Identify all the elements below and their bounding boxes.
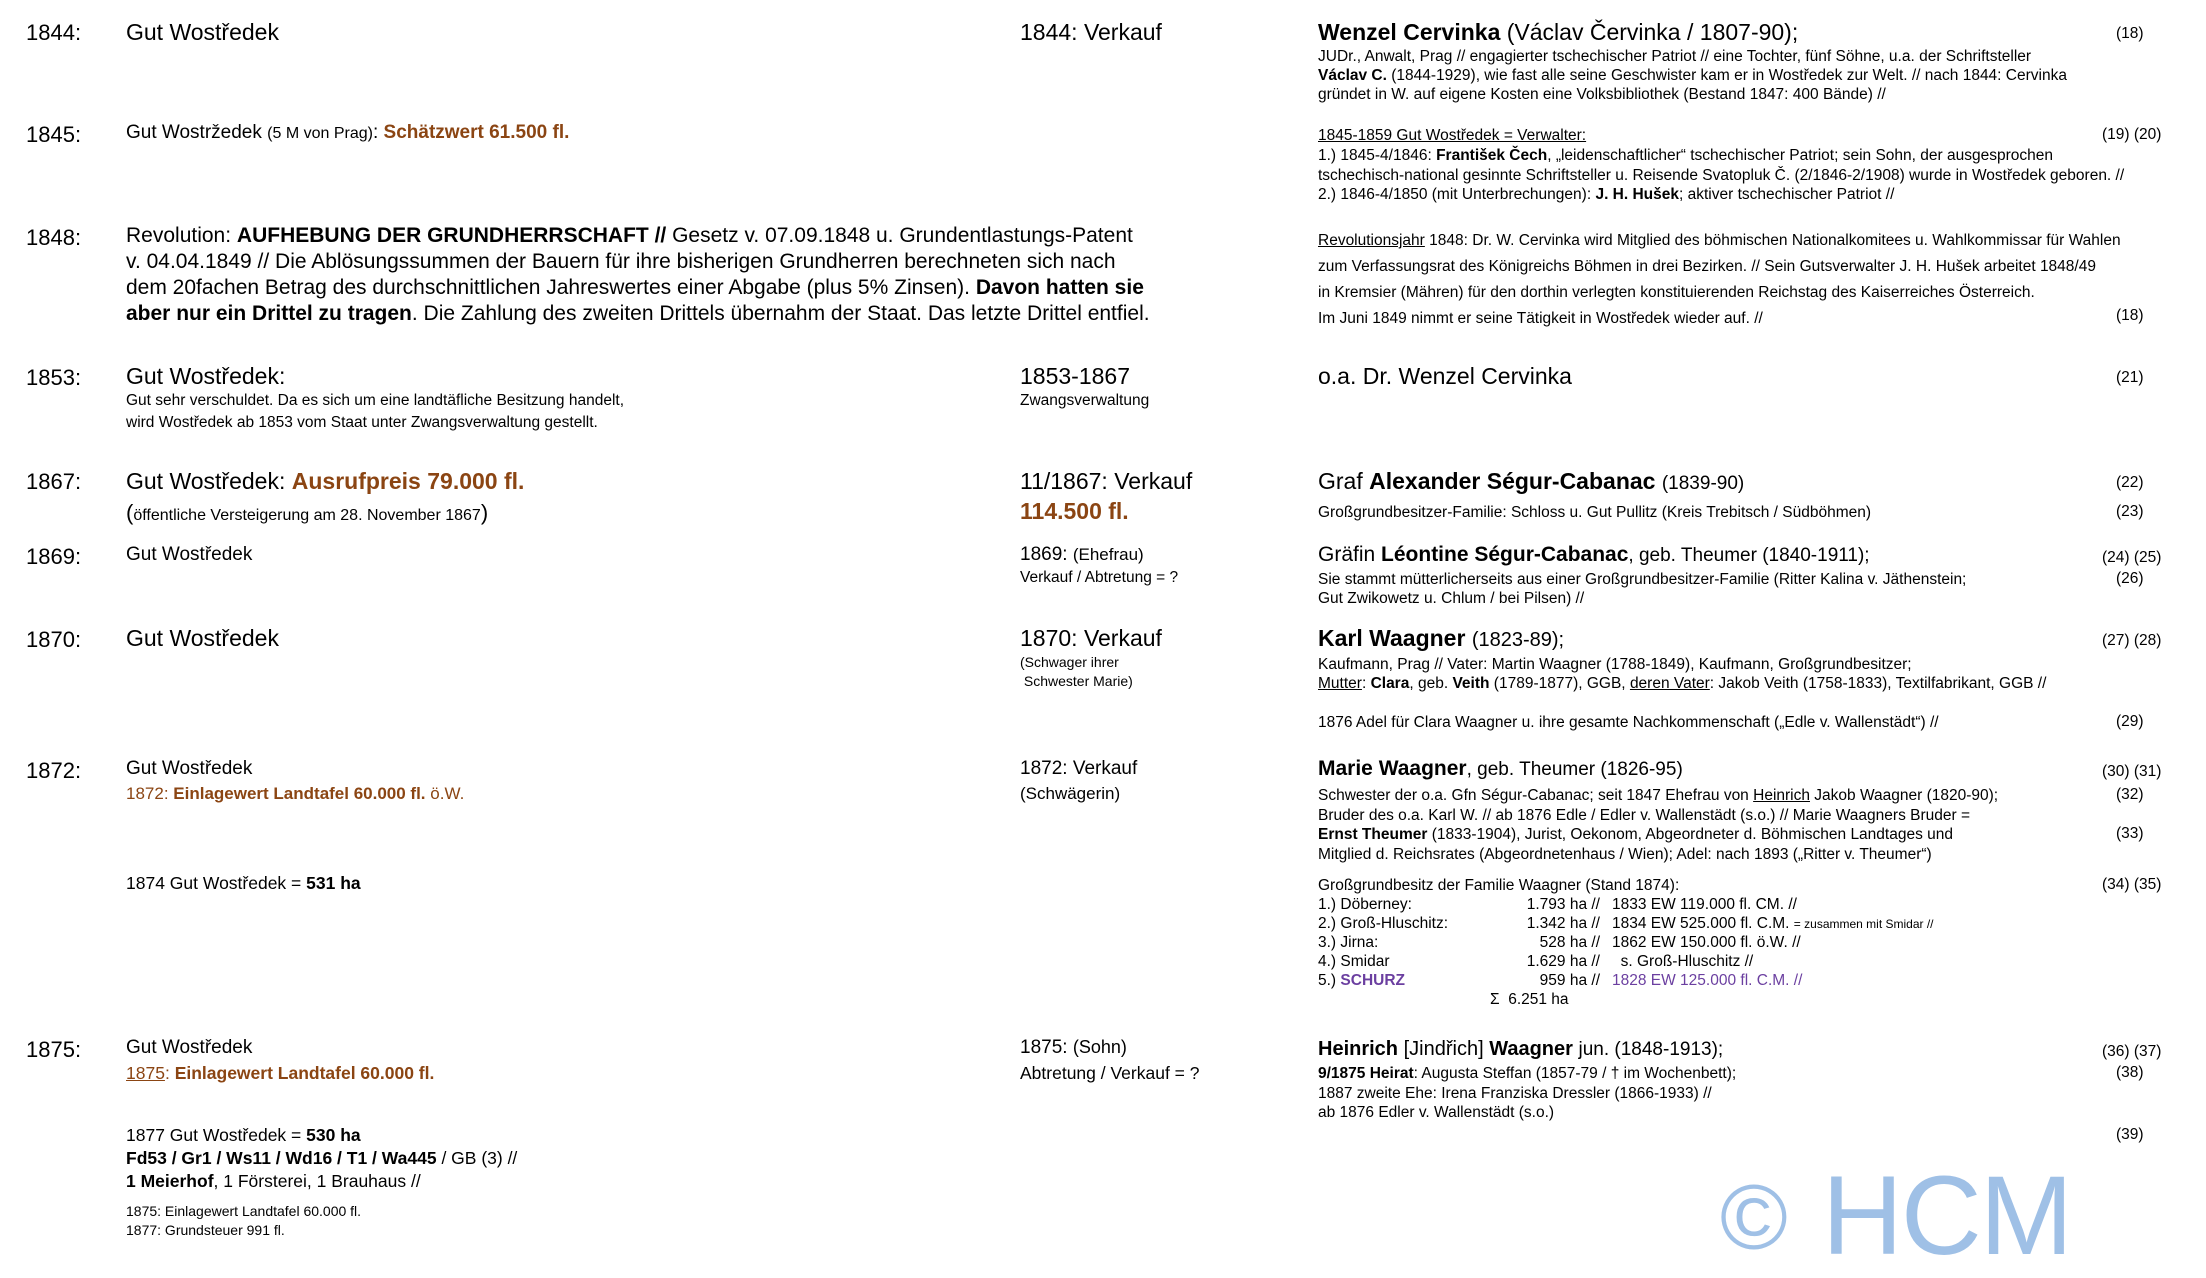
detail-text: 2.) 1846-4/1850 (mit Unterbrechungen): — [1318, 186, 1592, 203]
event-1875 — [1020, 1037, 1127, 1059]
detail-1853-line2: wird Wostředek ab 1853 vom Staat unter Zwangsverwaltung gestellt. — [126, 414, 598, 431]
text-bold: AUFHEBUNG DER GRUNDHERRSCHAFT // — [236, 224, 667, 247]
text: : Jakob Veith (1758-1833), Textilfabrikant, GGB // — [1709, 675, 2047, 692]
detail-1870-line2 — [1318, 674, 2046, 693]
estate-name: Gut Wostředek: — [126, 468, 286, 494]
holding-area: 1.793 ha // — [1526, 896, 1600, 913]
event-1844: 1844: Verkauf — [1020, 19, 1162, 45]
holding-name: 2.) Groß-Hluschitz: — [1318, 915, 1449, 932]
ref-1844: (18) — [2116, 25, 2144, 42]
text: : — [164, 1063, 170, 1083]
detail-1870-line3: 1876 Adel für Clara Waagner u. ihre gesamte Nachkommenschaft („Edle v. Wallenstädt“) // — [1318, 714, 1939, 731]
ref-1869-a: (24) (25) — [2102, 549, 2162, 566]
detail-1845-line2: tschechisch-national gesinnte Schriftsteller u. Reisende Svatopluk Č. (2/1846-2/1908) wurde in Wostředek geboren. // — [1318, 167, 2125, 184]
detail-text: ; aktiver tschechischer Patriot // — [1679, 186, 1895, 203]
owner-name: Karl Waagner — [1318, 625, 1466, 651]
estate-note: (5 M von Prag) — [267, 125, 373, 142]
owner-note: (Václav Červinka / 1807-90); — [1506, 19, 1799, 45]
text: Revolution: — [126, 224, 232, 247]
owner-name: Heinrich — [1318, 1038, 1399, 1060]
owner-1844 — [1318, 19, 1798, 46]
land-codes-1877 — [126, 1148, 517, 1169]
owner-1867 — [1318, 468, 1744, 495]
text: Jakob Waagner (1820-90); — [1814, 787, 1999, 804]
auction-date: öffentliche Versteigerung am 28. November 1867 — [133, 507, 481, 524]
colon: : — [372, 122, 379, 143]
detail-1867: Großgrundbesitzer-Familie: Schloss u. Gut Pullitz (Kreis Trebitsch / Südböhmen) — [1318, 504, 1872, 521]
year-1844: 1844: — [26, 20, 82, 45]
estate-1872: Gut Wostředek — [126, 758, 253, 779]
watermark-text: HCM — [1822, 1153, 2072, 1278]
ref-1848: (18) — [2116, 307, 2144, 324]
text-small: = zusammen mit Smidar // — [1793, 917, 1934, 931]
ref-1870-b: (29) — [2116, 713, 2144, 730]
owner-1870 — [1318, 625, 1564, 652]
ref-1870-a: (27) (28) — [2102, 632, 2162, 649]
event-1869-note: Verkauf / Abtretung = ? — [1020, 569, 1179, 586]
detail-1870-line1: Kaufmann, Prag // Vater: Martin Waagner (1788-1849), Kaufmann, Großgrundbesitzer; — [1318, 656, 1912, 673]
note-line2: zum Verfassungsrat des Königreichs Böhmen in drei Bezirken. // Sein Gutsverwalter J. H. Hušek arbeitet 1848/49 — [1318, 258, 2096, 275]
holding-area: 959 ha // — [1539, 972, 1600, 989]
year-1872: 1872: — [26, 758, 82, 783]
revolution-line3 — [126, 275, 1150, 301]
ref-1875-a: (36) (37) — [2102, 1043, 2162, 1060]
holding-name: 4.) Smidar — [1318, 953, 1390, 970]
holding-name: 3.) Jirna: — [1318, 934, 1379, 951]
text: 1834 EW 525.000 fl. C.M. — [1612, 915, 1790, 932]
text: , 1 Försterei, 1 Brauhaus // — [213, 1171, 421, 1191]
landtafel-note-1877: 1875: Einlagewert Landtafel 60.000 fl. — [126, 1203, 362, 1219]
detail-1875-line3: ab 1876 Edler v. Wallenstädt (s.o.) — [1318, 1104, 1555, 1121]
text: Schwester der o.a. Gfn Ségur-Cabanac; seit 1847 Ehefrau von — [1318, 787, 1749, 804]
copyright-symbol: © — [1720, 1167, 1788, 1269]
revolution-text — [126, 223, 1150, 327]
text-underlined: 1875 — [126, 1063, 165, 1083]
area-1877 — [126, 1125, 361, 1146]
revolution-year-note — [1318, 228, 2121, 332]
text-bold: Ernst Theumer — [1318, 826, 1428, 843]
event-1872: 1872: Verkauf — [1020, 758, 1138, 779]
auction-note-1867 — [126, 500, 488, 526]
estate-1869: Gut Wostředek — [126, 544, 253, 565]
holding-area: 528 ha // — [1539, 934, 1600, 951]
text-bold: 1 Meierhof — [126, 1171, 214, 1191]
detail-text: 1.) 1845-4/1846: — [1318, 147, 1432, 164]
text-bold: 9/1875 Heirat — [1318, 1065, 1414, 1082]
holding-ew: s. Groß-Hluschitz // — [1612, 953, 1754, 970]
detail-1872-line2: Bruder des o.a. Karl W. // ab 1876 Edle / Edler v. Wallenstädt (s.o.) // Marie Waagners Bruder = — [1318, 807, 1971, 824]
text-bold: Veith — [1452, 675, 1490, 692]
event-note: (Sohn) — [1072, 1037, 1127, 1057]
owner-name: Marie Waagner — [1318, 757, 1467, 780]
holding-area: 1.629 ha // — [1526, 953, 1600, 970]
text: 5.) — [1318, 972, 1337, 989]
event-note: (Ehefrau) — [1072, 545, 1144, 564]
area-1874 — [126, 873, 361, 894]
tax-note-1877: 1877: Grundsteuer 991 fl. — [126, 1222, 285, 1238]
ref-1869-b: (26) — [2116, 570, 2144, 587]
text-underlined: Heinrich — [1753, 787, 1810, 804]
estate-name: Gut Wostržedek — [126, 122, 262, 143]
owner-name: Wenzel Cervinka — [1318, 19, 1501, 45]
event-1853-note: Zwangsverwaltung — [1020, 392, 1150, 409]
owner-title: Graf — [1318, 468, 1363, 494]
auction-price: Ausrufpreis 79.000 fl. — [291, 468, 525, 494]
holding-area: 1.342 ha // — [1526, 915, 1600, 932]
owner-1875 — [1318, 1038, 1723, 1061]
event-1870-note2: Schwester Marie) — [1020, 673, 1133, 689]
owner-note: , geb. Theumer (1826-95) — [1466, 759, 1683, 780]
estate-1867 — [126, 468, 524, 495]
year-1867: 1867: — [26, 469, 82, 494]
text-bold: Davon hatten sie — [975, 276, 1144, 299]
holding-ew: 1828 EW 125.000 fl. C.M. // — [1612, 972, 1803, 989]
detail-1872-line4: Mitglied d. Reichsrates (Abgeordnetenhaus / Wien); Adel: nach 1893 („Ritter v. Theumer“) — [1318, 846, 1932, 863]
text: (1833-1904), Jurist, Oekonom, Abgeordneter d. Böhmischen Landtages und — [1431, 826, 1954, 843]
detail-text: , „leidenschaftlicher“ tschechischer Patriot; sein Sohn, der ausgesprochen — [1547, 147, 2053, 164]
year-1845: 1845: — [26, 122, 82, 147]
year-1870: 1870: — [26, 627, 82, 652]
detail-bold: Václav C. — [1318, 67, 1387, 84]
detail-1875-line2: 1887 zweite Ehe: Irena Franziska Dressler (1866-1933) // — [1318, 1085, 1712, 1102]
holding-ew: 1833 EW 119.000 fl. CM. // — [1612, 896, 1797, 913]
holdings-sum: Σ 6.251 ha — [1490, 991, 1569, 1008]
text: 1874 Gut Wostředek = — [126, 873, 302, 893]
detail-1869-line1: Sie stammt mütterlicherseits aus einer Großgrundbesitzer-Familie (Ritter Kalina v. Jäthenstein; — [1318, 571, 1967, 588]
owner-title: Gräfin — [1318, 543, 1376, 566]
text-bold: aber nur ein Drittel zu tragen — [126, 302, 412, 325]
event-1872-note: (Schwägerin) — [1020, 784, 1121, 803]
text: / GB (3) // — [441, 1148, 518, 1168]
year-1848: 1848: — [26, 225, 82, 250]
ref-1875-c: (39) — [2116, 1126, 2144, 1143]
note-line3: in Kremsier (Mähren) für den dorthin verlegten konstituierenden Reichstag des Kaiserreiches Österreich. — [1318, 284, 2035, 301]
text: Gesetz v. 07.09.1848 u. Grundentlastungs-Patent — [672, 224, 1133, 247]
text-underlined: Revolutionsjahr — [1318, 232, 1425, 249]
event-1853: 1853-1867 — [1020, 363, 1130, 389]
year-1853: 1853: — [26, 365, 82, 390]
text-bold: Clara — [1370, 675, 1410, 692]
buildings-1877 — [126, 1171, 421, 1192]
detail-1853-line1: Gut sehr verschuldet. Da es sich um eine landtäfliche Besitzung handelt, — [126, 392, 624, 409]
text: 1848: Dr. W. Cervinka wird Mitglied des böhmischen Nationalkomitees u. Wahlkommissar für Wahlen — [1429, 232, 2121, 249]
detail-1869-line2: Gut Zwikowetz u. Chlum / bei Pilsen) // — [1318, 590, 1585, 607]
holding-name: 1.) Döberney: — [1318, 896, 1412, 913]
event-year: 1869: — [1020, 544, 1068, 565]
year-1875: 1875: — [26, 1037, 82, 1062]
revolution-line2: v. 04.04.1849 // Die Ablösungssummen der Bauern für ihre bisherigen Grundherren berechneten sich nach — [126, 250, 1116, 273]
text: : Augusta Steffan (1857-79 / † im Wochenbett); — [1413, 1065, 1737, 1082]
owner-note: (1823-89); — [1471, 629, 1565, 651]
ref-1845: (19) (20) — [2102, 126, 2162, 143]
owner-note: (1839-90) — [1661, 473, 1745, 494]
text: dem 20fachen Betrag des durchschnittlichen Jahreswertes einer Abgabe (plus 5% Zinsen). — [126, 276, 970, 299]
detail-bold: František Čech — [1436, 147, 1548, 164]
paren: ) — [480, 500, 489, 525]
detail-1875-line1 — [1318, 1064, 1736, 1083]
owner-name: Léontine Ségur-Cabanac — [1381, 543, 1629, 566]
revolution-line4 — [126, 301, 1150, 327]
text: , geb. — [1409, 675, 1449, 692]
holding-ew — [1612, 914, 1934, 934]
estate-1875: Gut Wostředek — [126, 1037, 253, 1058]
paren: ( — [126, 500, 134, 525]
admin-heading-1845: 1845-1859 Gut Wostředek = Verwalter: — [1318, 127, 1587, 144]
text: ö.W. — [430, 784, 465, 803]
owner-note: jun. (1848-1913); — [1578, 1039, 1724, 1060]
estate-1870: Gut Wostředek — [126, 625, 279, 651]
text-bold: Fd53 / Gr1 / Ws11 / Wd16 / T1 / Wa445 — [126, 1148, 437, 1168]
ref-1875-b: (38) — [2116, 1064, 2144, 1081]
owner-1869 — [1318, 543, 1870, 567]
detail-1872-line3 — [1318, 825, 1953, 844]
detail-1845-line1 — [1318, 146, 2053, 165]
owner-name: Alexander Ségur-Cabanac — [1369, 468, 1656, 494]
owner-note: , geb. Theumer (1840-1911); — [1628, 545, 1870, 566]
text-bold: SCHURZ — [1340, 972, 1405, 989]
event-1869 — [1020, 544, 1144, 566]
ref-1853: (21) — [2116, 369, 2144, 386]
event-1870: 1870: Verkauf — [1020, 625, 1162, 651]
text-bold: Einlagewert Landtafel 60.000 fl. — [173, 784, 426, 803]
ref-1867-a: (22) — [2116, 474, 2144, 491]
revolution-line1 — [126, 223, 1150, 249]
owner-name-alt: [Jindřich] — [1403, 1038, 1484, 1060]
holding-ew: 1862 EW 150.000 fl. ö.W. // — [1612, 934, 1801, 951]
detail-1845-line3 — [1318, 185, 1894, 204]
note-line1 — [1318, 228, 2121, 254]
text: 1872: — [126, 784, 169, 803]
landtafel-1872 — [126, 784, 464, 803]
text-bold: Einlagewert Landtafel 60.000 fl. — [174, 1063, 435, 1083]
text-underlined: deren Vater — [1629, 675, 1710, 692]
text: (1789-1877), GGB, — [1493, 675, 1626, 692]
estimated-value: Schätzwert 61.500 fl. — [383, 122, 570, 143]
owner-surname: Waagner — [1489, 1038, 1573, 1060]
detail-text: (1844-1929), wie fast alle seine Geschwister kam er in Wostředek zur Welt. // nach 1844: Cervinka — [1391, 67, 2067, 84]
text: 1877 Gut Wostředek = — [126, 1125, 302, 1145]
ref-1874: (34) (35) — [2102, 876, 2162, 893]
ref-1872-a: (30) (31) — [2102, 763, 2162, 780]
detail-1844-line2 — [1318, 66, 2067, 85]
text-bold: 530 ha — [306, 1125, 361, 1145]
detail-1872-line1 — [1318, 786, 1998, 805]
estate-1853: Gut Wostředek: — [126, 363, 286, 389]
event-1875-note: Abtretung / Verkauf = ? — [1020, 1063, 1200, 1083]
owner-1872 — [1318, 757, 1683, 781]
ref-1867-b: (23) — [2116, 503, 2144, 520]
estate-1844: Gut Wostředek — [126, 19, 279, 45]
ref-1872-b: (32) — [2116, 786, 2144, 803]
text: : — [1361, 675, 1367, 692]
text: . Die Zahlung des zweiten Drittels übernahm der Staat. Das letzte Drittel entfiel. — [411, 302, 1150, 325]
detail-1844-line1: JUDr., Anwalt, Prag // engagierter tschechischer Patriot // eine Tochter, fünf Söhne, u.a. der Schriftsteller — [1318, 48, 2032, 65]
sale-price-1867: 114.500 fl. — [1020, 498, 1129, 524]
detail-bold: J. H. Hušek — [1595, 186, 1680, 203]
ref-1872-c: (33) — [2116, 825, 2144, 842]
event-1870-note1: (Schwager ihrer — [1020, 654, 1119, 670]
landtafel-1875 — [126, 1063, 434, 1084]
year-1869: 1869: — [26, 544, 82, 569]
text-underlined: Mutter — [1318, 675, 1362, 692]
event-year: 1875: — [1020, 1037, 1068, 1058]
owner-1853: o.a. Dr. Wenzel Cervinka — [1318, 363, 1572, 389]
note-line4: Im Juni 1849 nimmt er seine Tätigkeit in Wostředek wieder auf. // — [1318, 310, 1763, 327]
detail-1844-line3: gründet in W. auf eigene Kosten eine Volksbibliothek (Bestand 1847: 400 Bände) // — [1318, 86, 1886, 103]
holdings-title: Großgrundbesitz der Familie Waagner (Stand 1874): — [1318, 877, 1680, 894]
holding-name — [1318, 971, 1405, 990]
event-1867: 11/1867: Verkauf — [1020, 468, 1193, 494]
text-bold: 531 ha — [306, 873, 361, 893]
estate-1845 — [126, 122, 569, 144]
